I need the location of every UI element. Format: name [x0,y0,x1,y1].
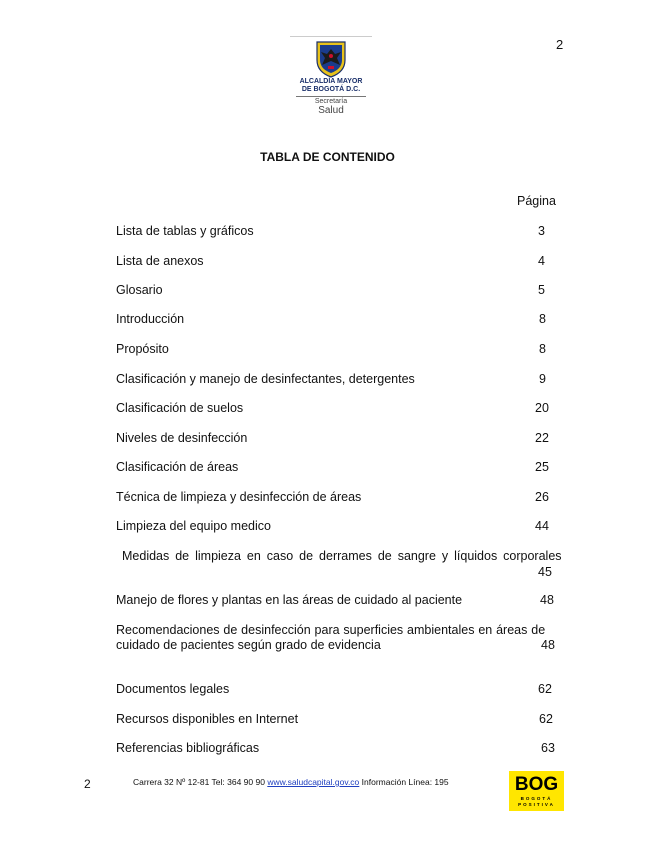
toc-entry-label-continued: cuidado de pacientes según grado de evidencia [116,638,381,652]
toc-entry-label: Niveles de desinfección [116,431,248,445]
toc-entry-label: Referencias bibliográficas [116,741,260,755]
toc-entry-page: 3 [538,224,545,238]
toc-entry-page: 8 [539,312,546,326]
toc-entry-page: 62 [538,682,552,696]
footer-page-number: 2 [84,777,91,791]
toc-entry-page: 20 [535,401,549,415]
toc-entry-label: Manejo de flores y plantas en las áreas de cuidado al paciente [116,593,463,607]
toc-entry-label: Lista de tablas y gráficos [116,224,254,238]
toc-entry-label: Glosario [116,283,163,297]
toc-entry-label: Documentos legales [116,682,230,696]
toc-entry-page: 9 [539,372,546,386]
footer-address: Carrera 32 Nº 12-81 Tel: 364 90 90 [133,777,268,787]
badge-line-2: POSITIVA [518,802,555,807]
toc-entry-label: Recursos disponibles en Internet [116,712,299,726]
toc-entry-label: Técnica de limpieza y desinfección de áreas [116,490,362,504]
toc-entry-label: Clasificación de suelos [116,401,244,415]
toc-entry-page: 45 [538,565,552,579]
page-title: TABLA DE CONTENIDO [260,150,395,164]
toc-entry-page: 62 [539,712,553,726]
logo-line-1: ALCALDÍA MAYOR [299,78,363,85]
badge-big-text: BOG [514,774,559,795]
page-column-header: Página [517,194,556,208]
toc-entry-label: Recomendaciones de desinfección para superficies ambientales en áreas de [116,623,546,637]
footer-website-link[interactable]: www.saludcapital.gov.co [267,777,360,787]
logo-line-2: DE BOGOTÁ D.C. [301,86,361,93]
header-page-number: 2 [556,37,564,52]
toc-entry-page: 48 [540,593,554,607]
badge-line-1: BOGOTÁ [520,796,553,801]
toc-entry-page: 22 [535,431,549,445]
toc-entry-page: 4 [538,254,545,268]
toc-entry-page: 44 [535,519,549,533]
logo-line-4: Salud [318,105,344,116]
toc-entry-page: 48 [541,638,555,652]
toc-entry-page: 63 [541,741,555,755]
toc-entry-page: 8 [539,342,546,356]
toc-entry-page: 5 [538,283,545,297]
toc-entry-label: Medidas de limpieza en caso de derrames de sangre y líquidos corporales [122,549,562,563]
toc-entry-label: Introducción [116,312,185,326]
logo-line-3: Secretaría [314,98,348,105]
bogota-positiva-badge [509,771,564,811]
toc-entry-page: 25 [535,460,549,474]
footer-info-line: Información Línea: 195 [359,777,449,787]
toc-entry-label: Propósito [116,342,169,356]
toc-entry-label: Lista de anexos [116,254,204,268]
toc-entry-label: Clasificación y manejo de desinfectantes, detergentes [116,372,415,386]
coat-of-arms-icon [314,40,348,78]
toc-entry-label: Limpieza del equipo medico [116,519,271,533]
alcaldia-logo [288,36,374,120]
toc-entry-page: 26 [535,490,549,504]
footer-contact [133,777,449,787]
toc-entry-label: Clasificación de áreas [116,460,239,474]
